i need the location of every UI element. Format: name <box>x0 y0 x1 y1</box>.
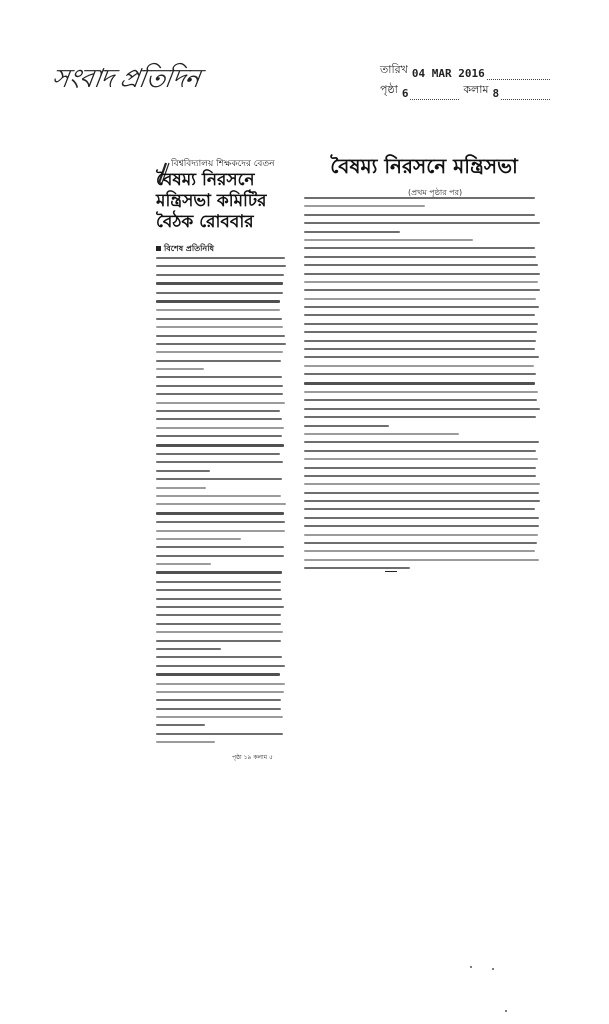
text-line <box>304 416 536 418</box>
text-line <box>304 382 535 385</box>
text-line <box>304 542 537 544</box>
text-line <box>304 373 536 375</box>
text-line <box>156 393 283 395</box>
text-line <box>156 623 281 625</box>
text-line <box>304 281 538 283</box>
text-line <box>156 640 281 642</box>
text-line <box>304 205 425 207</box>
text-line <box>156 427 284 429</box>
text-line <box>156 461 283 463</box>
text-line <box>304 314 535 316</box>
stamp-column-label: কলাম <box>463 83 489 96</box>
text-line <box>156 724 205 726</box>
text-line <box>156 673 280 676</box>
text-line <box>304 559 539 561</box>
text-line <box>156 385 283 387</box>
byline-square-icon <box>156 246 161 251</box>
text-line <box>156 530 285 532</box>
text-line <box>156 598 282 600</box>
text-line <box>304 525 539 527</box>
text-line <box>156 402 285 404</box>
text-line <box>304 441 539 443</box>
text-line <box>156 741 215 743</box>
text-line <box>304 306 539 308</box>
text-line <box>156 470 210 472</box>
text-line <box>156 292 283 294</box>
newspaper-masthead: সংবাদ প্রতিদিন <box>49 64 202 94</box>
text-line <box>304 450 536 452</box>
text-line <box>156 453 280 455</box>
text-line <box>304 534 538 536</box>
stamp-page-dots <box>410 89 459 100</box>
stamp-page-label: পৃষ্ঠা <box>380 83 398 96</box>
text-line <box>156 274 284 276</box>
left-article-kicker: বিশ্ববিদ্যালয় শিক্ষকদের বেতন <box>171 159 275 169</box>
text-line <box>304 331 537 333</box>
stamp-date-label: তারিখ <box>380 63 408 76</box>
text-line <box>304 222 540 224</box>
text-line <box>156 614 281 616</box>
text-line <box>304 256 536 258</box>
text-line <box>156 521 285 523</box>
text-line <box>304 467 536 469</box>
text-line <box>156 581 281 583</box>
text-line <box>304 247 535 249</box>
text-line <box>304 483 540 485</box>
text-line <box>156 318 282 320</box>
right-article-continuation: (প্রথম পৃষ্ঠার পর) <box>408 188 463 197</box>
text-line <box>304 391 538 393</box>
left-article-footer-tag: পৃষ্ঠা ১৯ কলাম ৫ <box>232 754 273 761</box>
text-line <box>156 478 282 480</box>
text-line <box>156 282 283 285</box>
article-end-mark <box>385 571 397 572</box>
text-line <box>304 231 400 233</box>
text-line <box>156 665 285 667</box>
text-line <box>156 606 284 608</box>
stamp-column-dots <box>501 89 550 100</box>
text-line <box>304 289 540 291</box>
text-line <box>304 458 538 460</box>
text-line <box>156 571 282 574</box>
text-line <box>304 399 537 401</box>
text-line <box>304 500 540 502</box>
text-line <box>304 348 535 350</box>
text-line <box>156 716 283 718</box>
left-article-body <box>156 257 288 750</box>
text-line <box>304 197 535 199</box>
text-line <box>156 546 284 548</box>
text-line <box>304 239 473 241</box>
text-line <box>156 335 285 337</box>
text-line <box>156 656 282 658</box>
text-line <box>156 444 284 447</box>
clipping-stamp <box>380 60 550 106</box>
text-line <box>304 340 536 342</box>
stamp-page-row <box>380 80 550 100</box>
text-line <box>156 699 281 701</box>
text-line <box>156 691 284 693</box>
byline-text: বিশেষ প্রতিনিধি <box>164 244 214 253</box>
text-line <box>156 503 286 505</box>
right-article-body <box>304 197 542 576</box>
text-line <box>304 433 459 435</box>
text-line <box>156 257 285 259</box>
text-line <box>156 563 211 565</box>
text-line <box>156 376 282 378</box>
text-line <box>304 517 539 519</box>
left-article-byline <box>156 243 286 256</box>
left-article-headline: বৈষম্য নিরসনে মন্ত্রিসভা কমিটির বৈঠক রোববার <box>156 170 267 232</box>
text-line <box>156 495 281 497</box>
text-line <box>156 708 281 710</box>
text-line <box>156 648 221 650</box>
text-line <box>304 264 538 266</box>
text-line <box>156 343 286 345</box>
text-line <box>156 309 280 311</box>
text-line <box>304 365 534 367</box>
text-line <box>156 733 283 735</box>
right-article-headline: বৈষম্য নিরসনে মন্ত্রিসভা <box>330 154 518 178</box>
text-line <box>304 425 389 427</box>
stamp-date-row <box>380 60 550 80</box>
text-line <box>156 555 284 557</box>
text-line <box>156 351 283 353</box>
text-line <box>156 300 280 303</box>
text-line <box>304 567 410 569</box>
text-line <box>156 368 204 370</box>
text-line <box>156 631 283 633</box>
text-line <box>304 550 535 552</box>
text-line <box>304 214 535 216</box>
text-line <box>156 360 281 362</box>
text-line <box>156 410 280 412</box>
text-line <box>304 323 538 325</box>
text-line <box>156 487 206 489</box>
text-line <box>156 589 281 591</box>
text-line <box>156 512 284 515</box>
text-line <box>304 356 539 358</box>
text-line <box>304 298 536 300</box>
text-line <box>304 492 539 494</box>
text-line <box>156 538 241 540</box>
text-line <box>156 435 282 437</box>
stamp-column-value: 8 <box>492 87 500 100</box>
text-line <box>156 683 285 685</box>
text-line <box>304 273 540 275</box>
text-line <box>304 508 535 510</box>
stamp-page-value: 6 <box>401 87 409 100</box>
text-line <box>156 326 283 328</box>
text-line <box>304 408 540 410</box>
text-line <box>156 265 286 267</box>
stamp-date-value: 04 MAR 2016 <box>411 67 485 80</box>
text-line <box>156 418 282 420</box>
stamp-date-dots <box>487 69 550 80</box>
text-line <box>304 475 536 477</box>
